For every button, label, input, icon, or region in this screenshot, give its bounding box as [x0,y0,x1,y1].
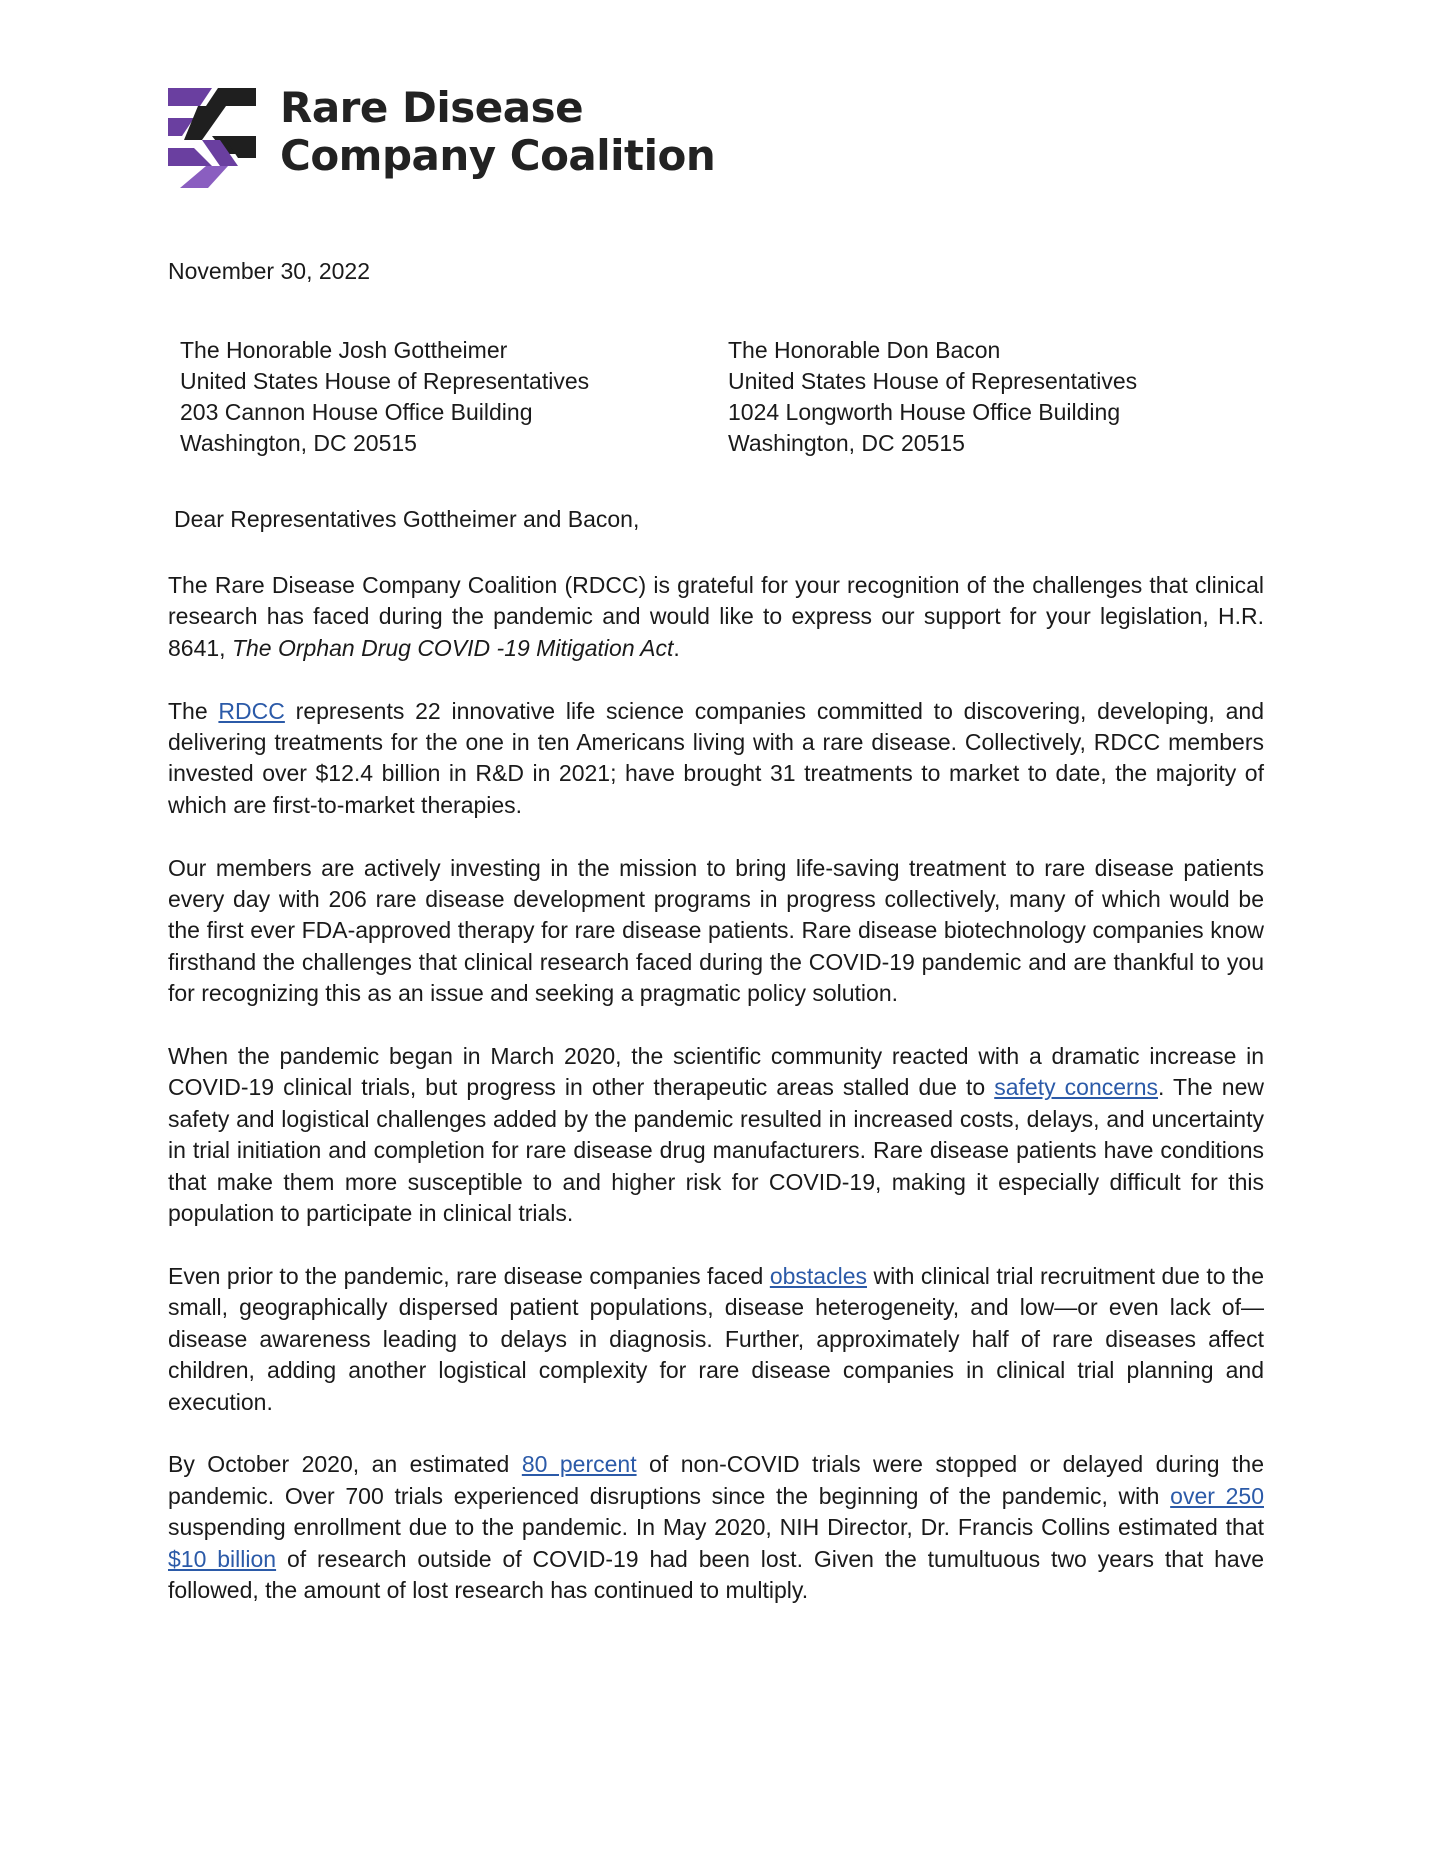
bill-title: The Orphan Drug COVID -19 Mitigation Act [231,634,674,661]
paragraph-pandemic [168,1041,1264,1229]
recipient-name: The Honorable Don Bacon [728,337,1001,363]
recipient-org: United States House of Representatives [728,368,1138,394]
paragraph-text: By October 2020, an estimated [168,1451,522,1478]
paragraph-text: of research outside of COVID-19 had been lost. Given the tumultuous two years that have followed, the amount of lost research has continued to multiply. [168,1545,1264,1603]
logo-line-2: Company Coalition [280,131,716,180]
recipient-address-gottheimer [180,335,589,459]
letter-body [168,570,1264,1638]
paragraph-text: with clinical trial recruitment due to the small, geographically dispersed patient populations, disease heterogeneity, and low—or even lack of—disease awareness leading to delays in diagnosis. Further, approximately half of rare diseases affect children, adding another logistical complexity for rare disease companies in clinical trial planning and execution. [168,1262,1265,1415]
paragraph-text: When the pandemic began in March 2020, the scientific community reacted with a dramatic increase in COVID-19 clinical trials, but progress in other therapeutic areas stalled due to [168,1043,1264,1101]
paragraph-text: . [673,634,680,661]
paragraph-rdcc [168,696,1264,822]
paragraph-text: The [168,697,219,724]
paragraph-members: Our members are actively investing in the mission to bring life-saving treatment to rare disease patients every day with 206 rare disease development programs in progress collectively, many of which would be the first ever FDA-approved therapy for rare disease patients. Rare disease biotechnology companies know firsthand the challenges that clinical research faced during the COVID-19 pandemic and are thankful to you for recognizing this as an issue and seeking a pragmatic policy solution. [168,854,1264,1007]
coalition-logo [168,84,728,194]
logo-line-1: Rare Disease [280,83,584,132]
coalition-logo-mark-icon [168,84,260,188]
recipient-address-bacon [728,335,1137,459]
recipient-street: 1024 Longworth House Office Building [728,399,1121,425]
paragraph-text: of non-COVID trials were stopped or delayed during the pandemic. Over 700 trials experienced disruptions since the beginning of the pandemic, with [168,1451,1264,1509]
obstacles-link[interactable]: obstacles [769,1262,867,1289]
paragraph-text: represents 22 innovative life science companies committed to discovering, developing, and delivering treatments for the one in ten Americans living with a rare disease. Collectively, RDCC members invested over $12.4 billion in R&D in 2021; have brought 31 treatments to market to date, the majority of which are first-to-market therapies. [168,697,1264,818]
paragraph-obstacles [168,1261,1264,1418]
paragraph-text: suspending enrollment due to the pandemic. In May 2020, NIH Director, Dr. Francis Collins estimated that [168,1514,1264,1541]
paragraph-text: The Rare Disease Company Coalition (RDCC) is grateful for your recognition of the challenges that clinical research has faced during the pandemic and would like to express our support for your legislation, H.R. 8641, [168,572,1264,661]
paragraph-support [168,570,1264,664]
recipient-name: The Honorable Josh Gottheimer [180,337,508,363]
rdcc-link[interactable]: RDCC [218,697,285,724]
paragraph-trials [168,1449,1264,1606]
eighty-percent-link[interactable]: 80 percent [521,1451,637,1478]
paragraph-text: . The new safety and logistical challenges added by the pandemic resulted in increased costs, delays, and uncertainty in trial initiation and completion for rare disease drug manufacturers. Rare disease patients have conditions that make them more susceptible to and higher risk for COVID-19, making it especially difficult for this population to participate in clinical trials. [168,1074,1264,1227]
recipient-street: 203 Cannon House Office Building [180,399,533,425]
recipient-city: Washington, DC 20515 [180,430,417,456]
paragraph-text: Even prior to the pandemic, rare disease companies faced [168,1262,770,1289]
ten-billion-link[interactable]: $10 billion [168,1545,277,1572]
recipient-org: United States House of Representatives [180,368,590,394]
salutation: Dear Representatives Gottheimer and Bacon, [174,506,640,532]
over-250-link[interactable]: over 250 [1170,1482,1264,1509]
safety-concerns-link[interactable]: safety concerns [994,1074,1158,1101]
letter-date: November 30, 2022 [168,258,371,284]
recipient-city: Washington, DC 20515 [728,430,965,456]
